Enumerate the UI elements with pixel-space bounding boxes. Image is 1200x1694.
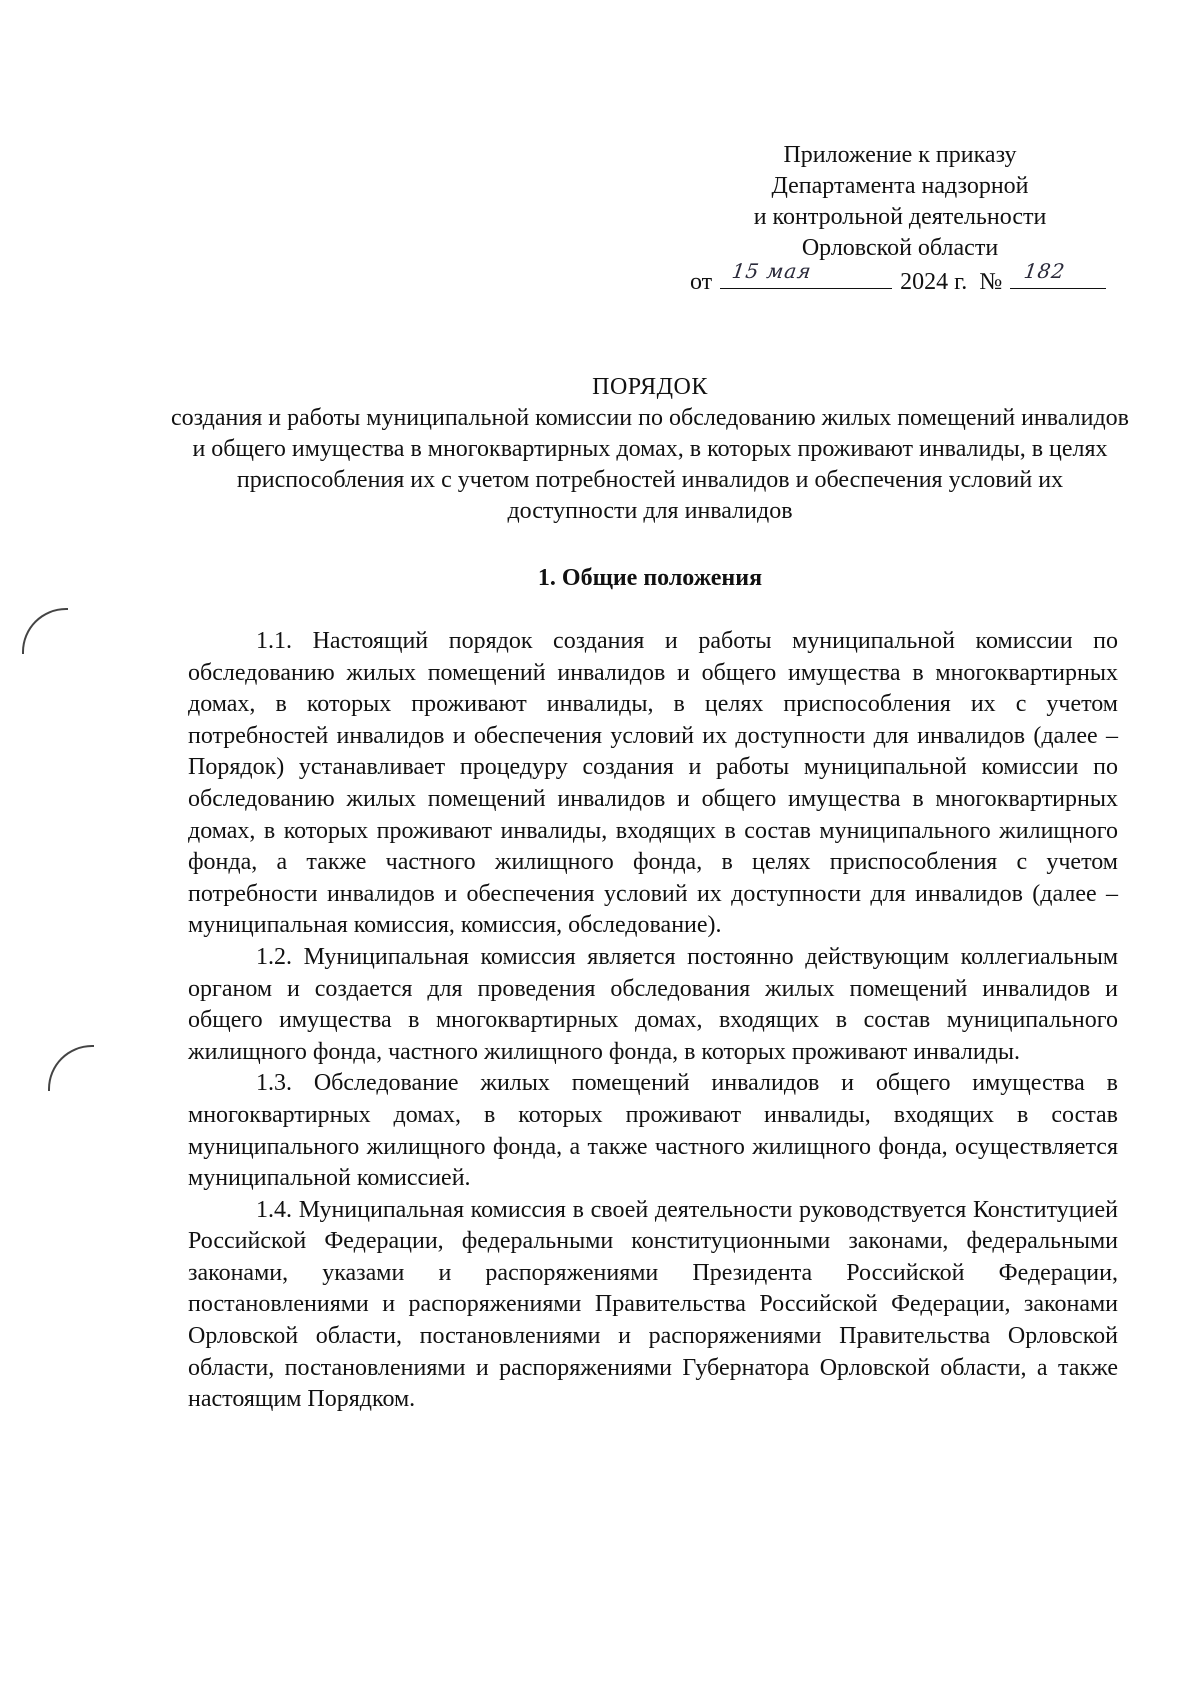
number-field [1010, 259, 1106, 289]
paragraph: 1.3. Обследование жилых помещений инвалидов и общего имущества в многоквартирных домах, в которых проживают инвалиды, входящих в состав муниципального жилищного фонда, а также частного жилищного фонда, осуществляется муниципальной комиссией. [188, 1070, 1118, 1192]
approval-header [680, 140, 1120, 264]
approval-date-number [690, 259, 1130, 298]
paragraph: 1.1. Настоящий порядок создания и работы муниципальной комиссии по обследованию жилых помещений инвалидов и общего имущества в многоквартирных домах, в которых проживают инвалиды, в целях приспособления их с учетом потребностей инвалидов и обеспечения условий их доступности для инвалидов (далее – Порядок) устанавливает процедуру создания и работы муниципальной комиссии по обследованию жилых помещений инвалидов и общего имущества в многоквартирных домах, в которых проживают инвалиды, входящих в состав муниципального жилищного фонда, а также частного жилищного фонда, в целях приспособления с учетом потребности инвалидов и обеспечения условий их доступности для инвалидов (далее – муниципальная комиссия, комиссия, обследование). [188, 628, 1118, 939]
year-label: 2024 г. [900, 269, 968, 295]
approval-line: и контрольной деятельности [753, 204, 1047, 230]
paragraph: 1.4. Муниципальная комиссия в своей деятельности руководствуется Конституцией Российской Федерации, федеральными конституционными законами, федеральными законами, указами и распоряжениями Президента Российской Федерации, постановлениями и распоряжениями Правительства Российской Федерации, законами Орловской области, постановлениями и распоряжениями Правительства Орловской области, постановлениями и распоряжениями Губернатора Орловской области, а также настоящим Порядком. [188, 1196, 1118, 1413]
from-label: от [690, 269, 713, 295]
title-main: ПОРЯДОК [592, 374, 708, 400]
paragraph: 1.2. Муниципальная комиссия является постоянно действующим коллегиальным органом и создается для проведения обследования жилых помещений инвалидов и общего имущества в многоквартирных домах, входящих в состав муниципального жилищного фонда, частного жилищного фонда, в которых проживают инвалиды. [188, 943, 1118, 1065]
scan-artifact-mark [22, 608, 68, 654]
section-heading: 1. Общие положения [537, 565, 763, 591]
title-subtitle: создания и работы муниципальной комиссии по обследованию жилых помещений инвалидов и общего имущества в многоквартирных домах, в которых проживают инвалиды, в целях приспособления их с учетом потребностей инвалидов и обеспечения условий их доступности для инвалидов [170, 405, 1130, 524]
approval-line: Департамента надзорной [771, 173, 1029, 199]
document-title [170, 372, 1130, 527]
document-body [188, 626, 1118, 1416]
scan-artifact-mark [48, 1045, 94, 1091]
number-label: № [979, 269, 1003, 295]
approval-line: Орловской области [801, 235, 999, 261]
handwritten-number: 182 [1022, 259, 1068, 283]
date-field [720, 259, 892, 289]
approval-line: Приложение к приказу [783, 142, 1017, 168]
handwritten-date: 15 мая [730, 259, 814, 283]
